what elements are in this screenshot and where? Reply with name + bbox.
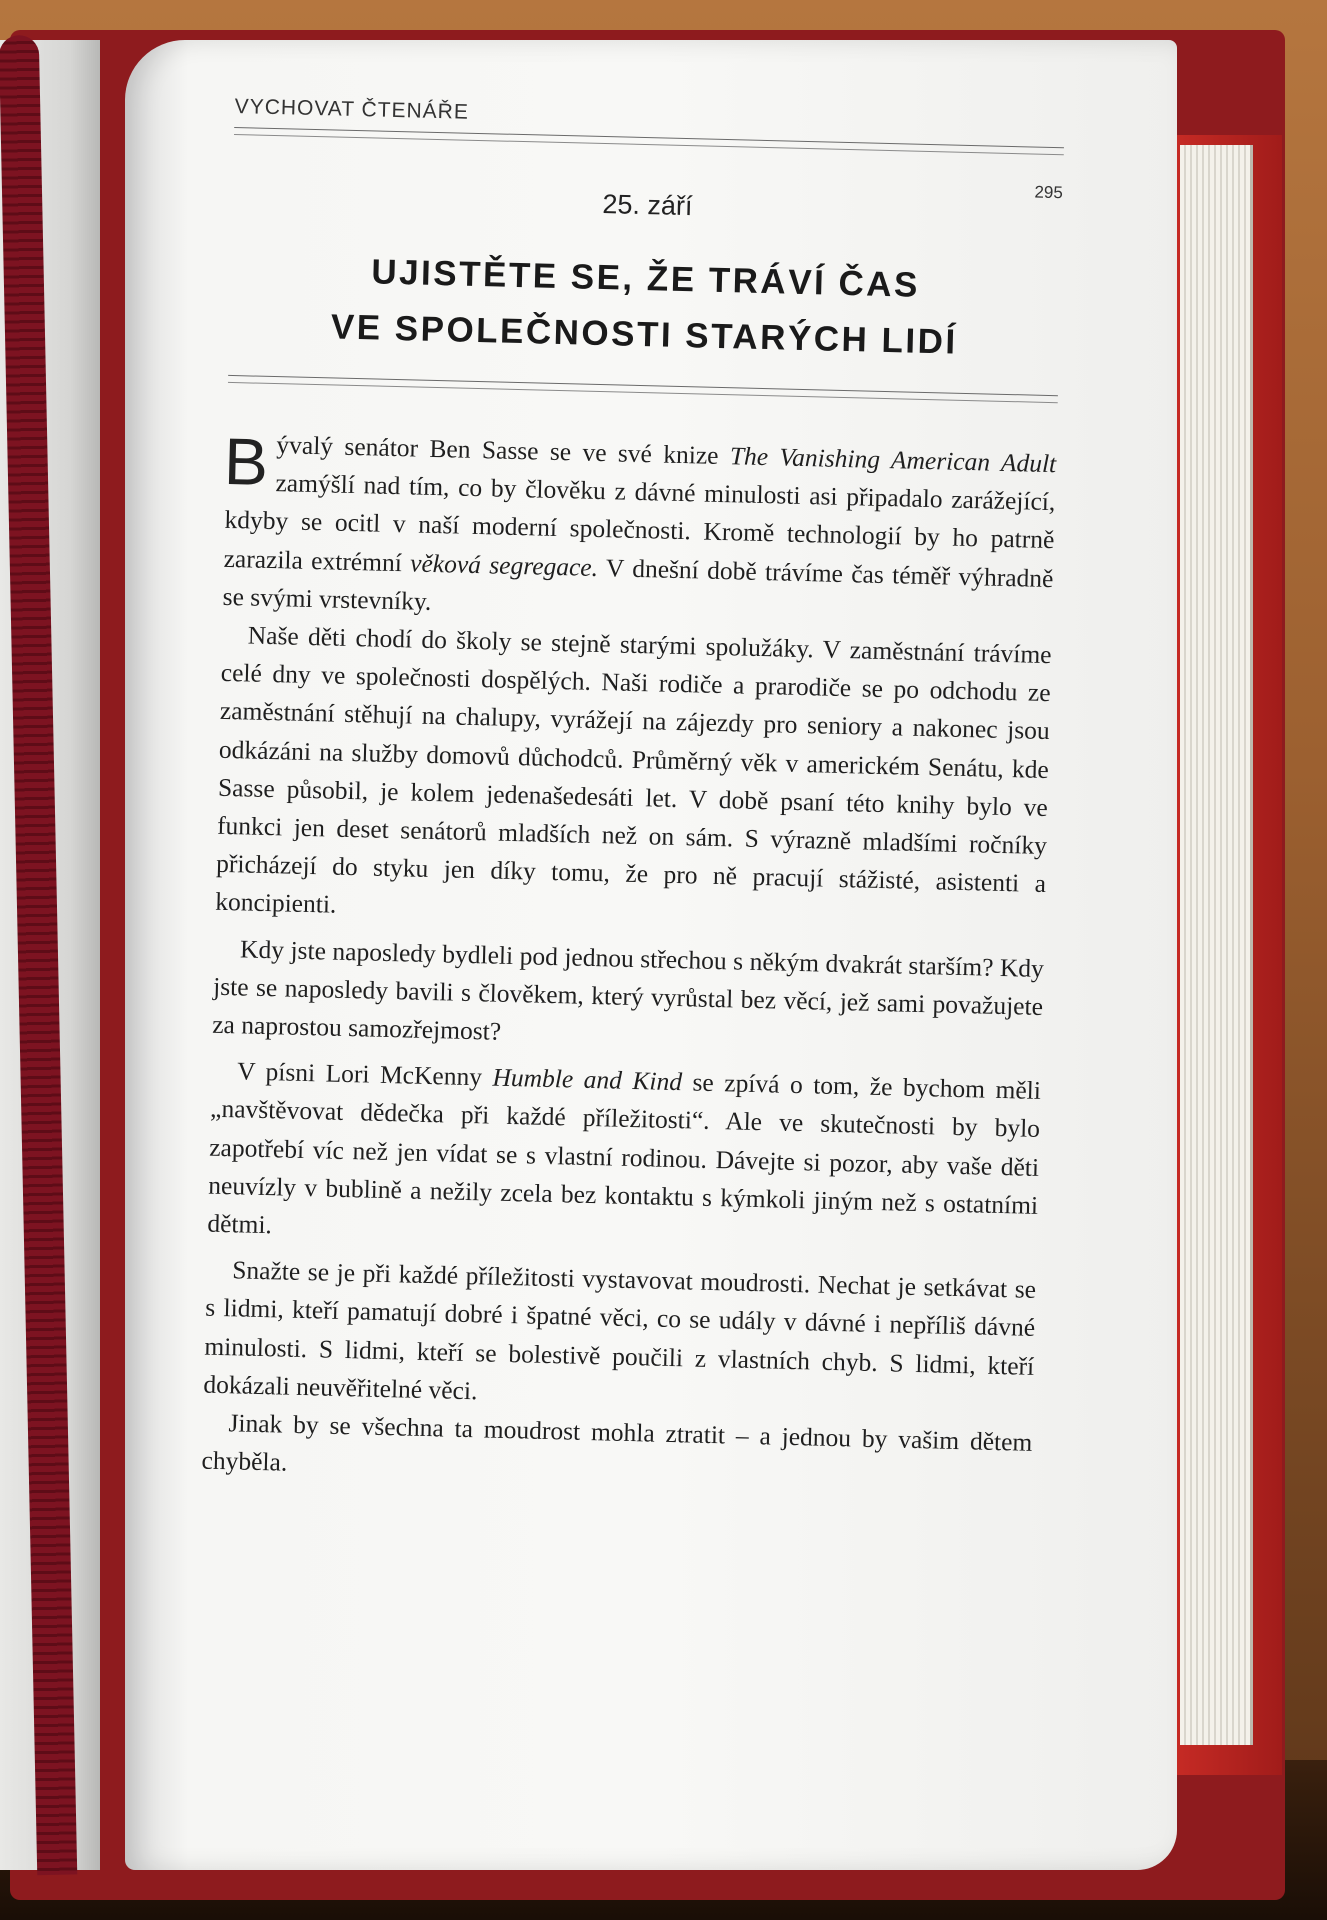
paragraph-2: Naše děti chodí do školy se stejně starými spolužáky. V zaměstnání trávíme celé dny ve společnosti dospělých. Naši rodiče a prarodiče se po odchodu ze zaměstnání stěhují na chalupy, vyrážejí na zájezdy pro seniory a nakonec jsou odkázáni na služby domovů důchodců. Průměrný věk v americkém Senátu, kde Sasse působil, je kolem jedenašedesáti let. V době psaní této knihy bylo ve funkci jen deset senátorů mladších než on sám. S výrazně mladšími ročníky přicházejí do styku jen díky tomu, že pro ně pracují stážisté, asistenti a koncipienti.: [214, 620, 1052, 920]
song-title: Humble and Kind: [492, 1062, 683, 1097]
emphasized-term: věková segregace.: [409, 548, 599, 582]
page-number: 295: [1034, 182, 1064, 203]
paragraph-4: [207, 1052, 1041, 1263]
page-content: [201, 95, 1065, 1500]
entry-title: [229, 241, 1061, 373]
title-rule: [228, 375, 1058, 403]
paragraph-1: [222, 425, 1056, 636]
body-text: [201, 425, 1057, 1500]
paragraph-3: Kdy jste naposledy bydleli pod jednou střechou s někým dvakrát starším? Kdy jste se naposledy bavili s člověkem, který vyrůstal bez věcí, jež sami považujete za naprostou samozřejmost?: [211, 934, 1045, 1046]
title-line-2: VE SPOLEČNOSTI STARÝCH LIDÍ: [330, 307, 959, 362]
paragraph-1-text-a: ývalý senátor Ben Sasse se ve své knize: [276, 430, 731, 471]
paragraph-6: Jinak by se všechna ta moudrost mohla ztratit – a jednou by vašim dětem chyběla.: [201, 1408, 1033, 1477]
paragraph-1-text-c: V dnešní době trávíme čas téměř výhradně se svými vrstevníky.: [222, 552, 1054, 616]
paragraph-1-text-b: zamýšlí nad tím, co by člověku z dávné minulosti asi připadalo zarážející, kdyby se ocitl v naší moderní společnosti. Kromě technologií by ho patrně zarazila extrémní: [223, 468, 1056, 578]
drop-cap: B: [223, 423, 269, 499]
book-page: [125, 40, 1177, 1870]
book-title: The Vanishing American Adult: [729, 441, 1057, 479]
paragraph-4-text-b: se zpívá o tom, že bychom měli „navštěvovat dědečka při každé příležitosti“. Ale ve skutečnosti by bylo zapotřebí víc než jen vídat se s vlastní rodinou. Dávejte si pozor, aby vaše děti neuvízly v bublině a nežily zcela bez kontaktu s kýmkoli jiným než s ostatními dětmi.: [207, 1067, 1042, 1240]
entry-date: 25. září: [602, 189, 693, 222]
page-stack-edge: [1180, 145, 1253, 1745]
running-head: VYCHOVAT ČTENÁŘE: [234, 95, 470, 124]
paragraph-5: Snažte se je při každé příležitosti vystavovat moudrosti. Nechat je setkávat se s lidmi, kteří pamatují dobré i špatné věci, co se udály v dávné i nepříliš dávné minulosti. S lidmi, kteří se bolestivě poučili z vlastních chyb. S lidmi, kteří dokázali neuvěřitelné věci.: [203, 1255, 1037, 1406]
title-line-1: UJISTĚTE SE, ŽE TRÁVÍ ČAS: [370, 252, 921, 305]
paragraph-4-text-a: V písni Lori McKenny: [236, 1056, 493, 1092]
